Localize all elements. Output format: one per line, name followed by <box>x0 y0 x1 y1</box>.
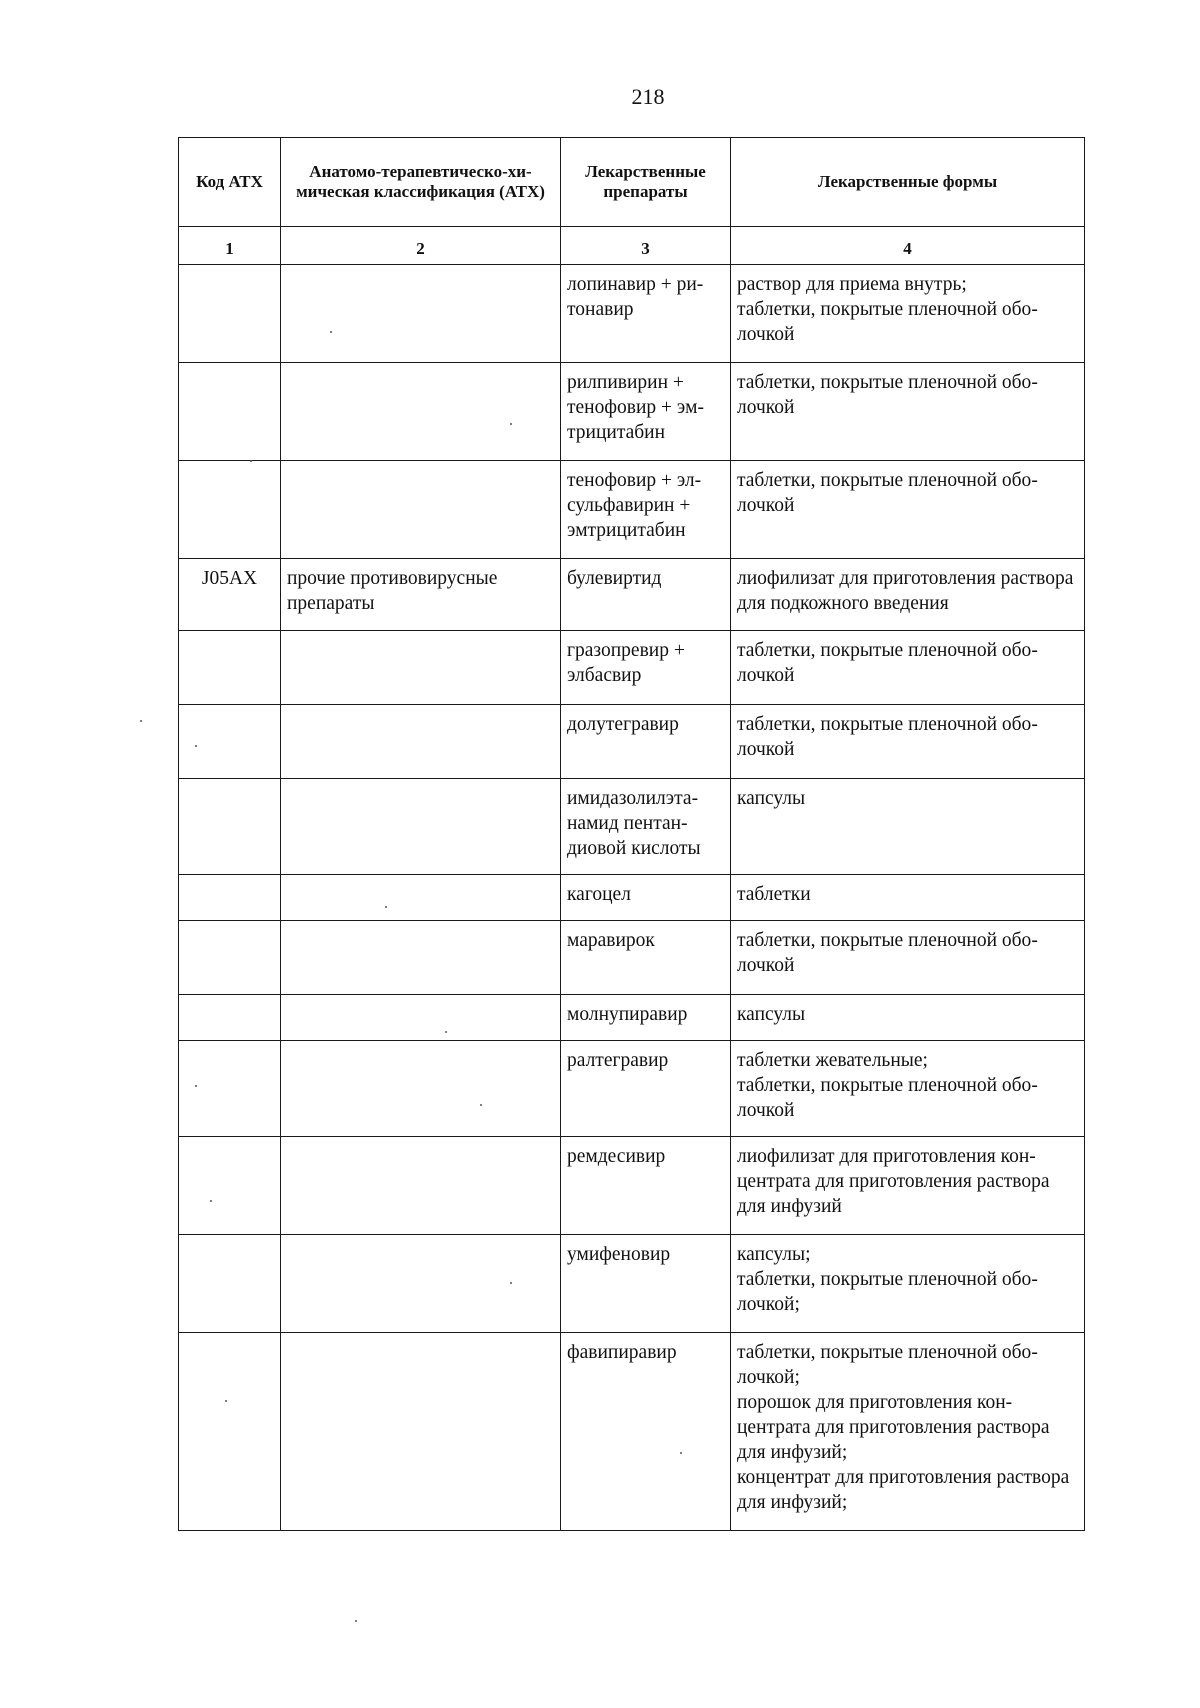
drug-name-cell: ремдесивир <box>561 1137 731 1235</box>
classification-cell <box>281 779 561 875</box>
header-classification: Анатомо-терапевтическо-химическая классификация (АТХ) <box>281 138 561 227</box>
atx-code-cell <box>179 461 281 559</box>
classification-cell <box>281 1235 561 1333</box>
scan-speck <box>385 906 387 908</box>
dosage-forms-cell: таблетки, покрытые пленочной оболочкой <box>731 921 1085 995</box>
table-body <box>179 265 1085 1531</box>
table-row <box>179 363 1085 461</box>
dosage-forms-cell: таблетки, покрытые пленочной оболочкой <box>731 631 1085 705</box>
atx-code-cell <box>179 1333 281 1531</box>
column-number-row <box>179 227 1085 265</box>
atx-table <box>178 137 1085 1531</box>
scan-speck <box>225 1400 227 1402</box>
drug-name-cell: кагоцел <box>561 875 731 921</box>
atx-code-cell <box>179 875 281 921</box>
classification-cell <box>281 265 561 363</box>
atx-code-cell <box>179 1235 281 1333</box>
drug-name-cell: рилпивирин + тенофовир + эмтрицитабин <box>561 363 731 461</box>
drug-name-cell: маравирок <box>561 921 731 995</box>
atx-code-cell <box>179 1137 281 1235</box>
atx-code-cell <box>179 779 281 875</box>
classification-cell <box>281 705 561 779</box>
table-row <box>179 921 1085 995</box>
table-header <box>179 138 1085 265</box>
classification-cell <box>281 1041 561 1137</box>
page-number: 218 <box>631 84 665 109</box>
scan-speck <box>480 1104 482 1106</box>
classification-cell <box>281 995 561 1041</box>
drug-name-cell: ралтегравир <box>561 1041 731 1137</box>
drug-name-cell: молнупиравир <box>561 995 731 1041</box>
dosage-forms-cell: капсулы <box>731 995 1085 1041</box>
dosage-forms-cell: лиофилизат для приготовления концентрата для приготовления раствора для инфузий <box>731 1137 1085 1235</box>
table-row <box>179 631 1085 705</box>
scan-speck <box>250 460 252 462</box>
classification-cell: прочие противовирусные препараты <box>281 559 561 631</box>
drug-name-cell: булевиртид <box>561 559 731 631</box>
table-row <box>179 461 1085 559</box>
dosage-forms-cell: капсулы <box>731 779 1085 875</box>
scan-speck <box>680 1452 682 1454</box>
table-row <box>179 1041 1085 1137</box>
column-number-2: 2 <box>281 227 561 265</box>
scan-speck <box>445 1031 447 1033</box>
dosage-forms-cell: таблетки, покрытые пленочной оболочкой <box>731 363 1085 461</box>
classification-cell <box>281 363 561 461</box>
classification-cell <box>281 1333 561 1531</box>
table-row <box>179 875 1085 921</box>
drug-name-cell: тенофовир + элсульфавирин + эмтрицитабин <box>561 461 731 559</box>
dosage-forms-cell: капсулы; таблетки, покрытые пленочной оболочкой; <box>731 1235 1085 1333</box>
classification-cell <box>281 921 561 995</box>
atx-code-cell <box>179 631 281 705</box>
atx-code-cell <box>179 1041 281 1137</box>
drug-name-cell: лопинавир + ритонавир <box>561 265 731 363</box>
dosage-forms-cell: лиофилизат для приготовления раствора для подкожного введения <box>731 559 1085 631</box>
atx-code-cell <box>179 265 281 363</box>
table-row <box>179 1333 1085 1531</box>
column-number-1: 1 <box>179 227 281 265</box>
dosage-forms-cell: таблетки, покрытые пленочной оболочкой; порошок для приготовления концентрата для приготовления раствора для инфузий; концентрат для приготовления раствора для инфузий; <box>731 1333 1085 1531</box>
column-number-3: 3 <box>561 227 731 265</box>
table-row <box>179 995 1085 1041</box>
drug-name-cell: умифеновир <box>561 1235 731 1333</box>
header-row <box>179 138 1085 227</box>
classification-cell <box>281 631 561 705</box>
atx-code-cell <box>179 705 281 779</box>
table-row <box>179 705 1085 779</box>
dosage-forms-cell: раствор для приема внутрь; таблетки, покрытые пленочной оболочкой <box>731 265 1085 363</box>
dosage-forms-cell: таблетки, покрытые пленочной оболочкой <box>731 461 1085 559</box>
classification-cell <box>281 875 561 921</box>
table-row <box>179 265 1085 363</box>
scan-speck <box>510 1282 512 1284</box>
dosage-forms-cell: таблетки жевательные; таблетки, покрытые пленочной оболочкой <box>731 1041 1085 1137</box>
scan-speck <box>210 1200 212 1202</box>
scan-speck <box>355 1620 357 1622</box>
scan-speck <box>330 331 332 333</box>
table-row <box>179 1235 1085 1333</box>
drug-name-cell: имидазолилэтанамид пентандиовой кислоты <box>561 779 731 875</box>
scan-speck <box>140 720 142 722</box>
table-row <box>179 1137 1085 1235</box>
scan-speck <box>195 745 197 747</box>
atx-code-cell <box>179 995 281 1041</box>
drug-name-cell: гразопревир + элбасвир <box>561 631 731 705</box>
table-row <box>179 779 1085 875</box>
atx-code-cell <box>179 921 281 995</box>
classification-cell <box>281 461 561 559</box>
dosage-forms-cell: таблетки <box>731 875 1085 921</box>
atx-code-cell: J05AX <box>179 559 281 631</box>
table-row <box>179 559 1085 631</box>
atx-code-cell <box>179 363 281 461</box>
header-drugs: Лекарственные препараты <box>561 138 731 227</box>
dosage-forms-cell: таблетки, покрытые пленочной оболочкой <box>731 705 1085 779</box>
scan-speck <box>195 1085 197 1087</box>
drug-name-cell: фавипиравир <box>561 1333 731 1531</box>
drug-name-cell: долутегравир <box>561 705 731 779</box>
header-code: Код АТХ <box>179 138 281 227</box>
column-number-4: 4 <box>731 227 1085 265</box>
classification-cell <box>281 1137 561 1235</box>
header-forms: Лекарственные формы <box>731 138 1085 227</box>
scan-speck <box>510 423 512 425</box>
